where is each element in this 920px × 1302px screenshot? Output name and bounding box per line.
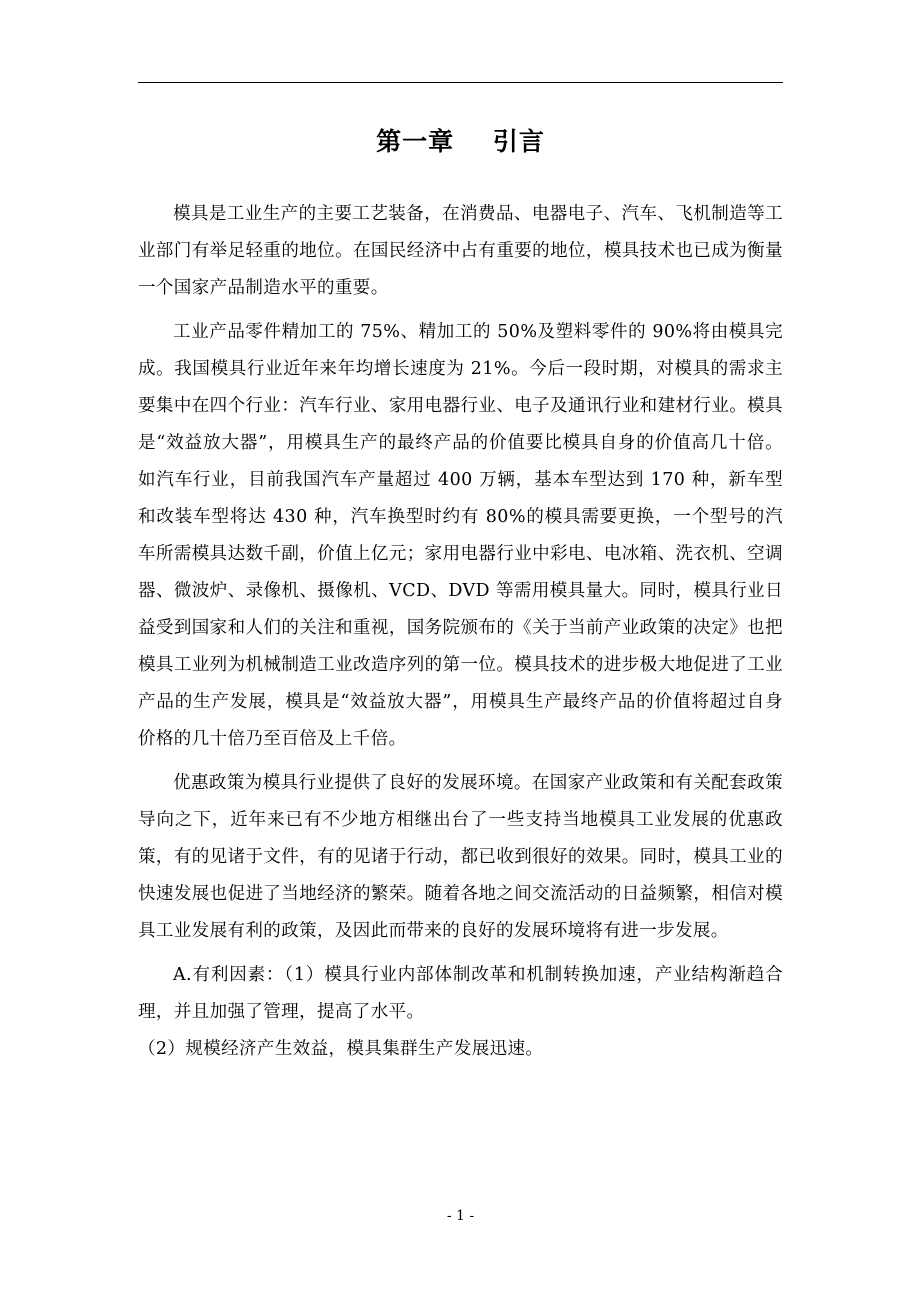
body-text	[138, 196, 783, 1068]
paragraph-industry: 工业产品零件精加工的 75%、精加工的 50%及塑料零件的 90%将由模具完成。我国模具行业近年来年均增长速度为 21%。今后一段时期，对模具的需求主要集中在四个行业：汽车行业、家用电器行业、电子及通讯行业和建材行业。模具是“效益放大器”，用模具生产的最终产品的价值要比模具自身的价值高几十倍。如汽车行业，目前我国汽车产量超过 400 万辆，基本车型达到 170 种，新车型和改装车型将达 430 种，汽车换型时约有 80%的模具需要更换，一个型号的汽车所需模具达数千副，价值上亿元；家用电器行业中彩电、电冰箱、洗衣机、空调器、微波炉、录像机、摄像机、VCD、DVD 等需用模具量大。同时，模具行业日益受到国家和人们的关注和重视，国务院颁布的《关于当前产业政策的决定》也把模具工业列为机械制造工业改造序列的第一位。模具技术的进步极大地促进了工业产品的生产发展，模具是“效益放大器”，用模具生产最终产品的价值将超过自身价格的几十倍乃至百倍及上千倍。	[138, 322, 783, 749]
paragraph-policy: 优惠政策为模具行业提供了良好的发展环境。在国家产业政策和有关配套政策导向之下，近年来已有不少地方相继出台了一些支持当地模具工业发展的优惠政策，有的见诸于文件，有的见诸于行动，都已收到很好的效果。同时，模具工业的快速发展也促进了当地经济的繁荣。随着各地之间交流活动的日益频繁，相信对模具工业发展有利的政策，及因此而带来的良好的发展环境将有进一步发展。	[138, 773, 783, 941]
header-rule	[138, 82, 783, 83]
page-number: - 1 -	[446, 1208, 475, 1224]
paragraph-intro: 模具是工业生产的主要工艺装备，在消费品、电器电子、汽车、飞机制造等工业部门有举足轻重的地位。在国民经济中占有重要的地位，模具技术也已成为衡量一个国家产品制造水平的重要。	[138, 204, 783, 298]
paragraph-scale-economy: （2）规模经济产生效益，模具集群生产发展迅速。	[138, 1039, 544, 1059]
chapter-title: 第一章 引言	[376, 127, 545, 156]
paragraph-favorable-factors: A.有利因素：（1）模具行业内部体制改革和机制转换加速，产业结构渐趋合理，并且加强了管理，提高了水平。	[138, 965, 783, 1022]
